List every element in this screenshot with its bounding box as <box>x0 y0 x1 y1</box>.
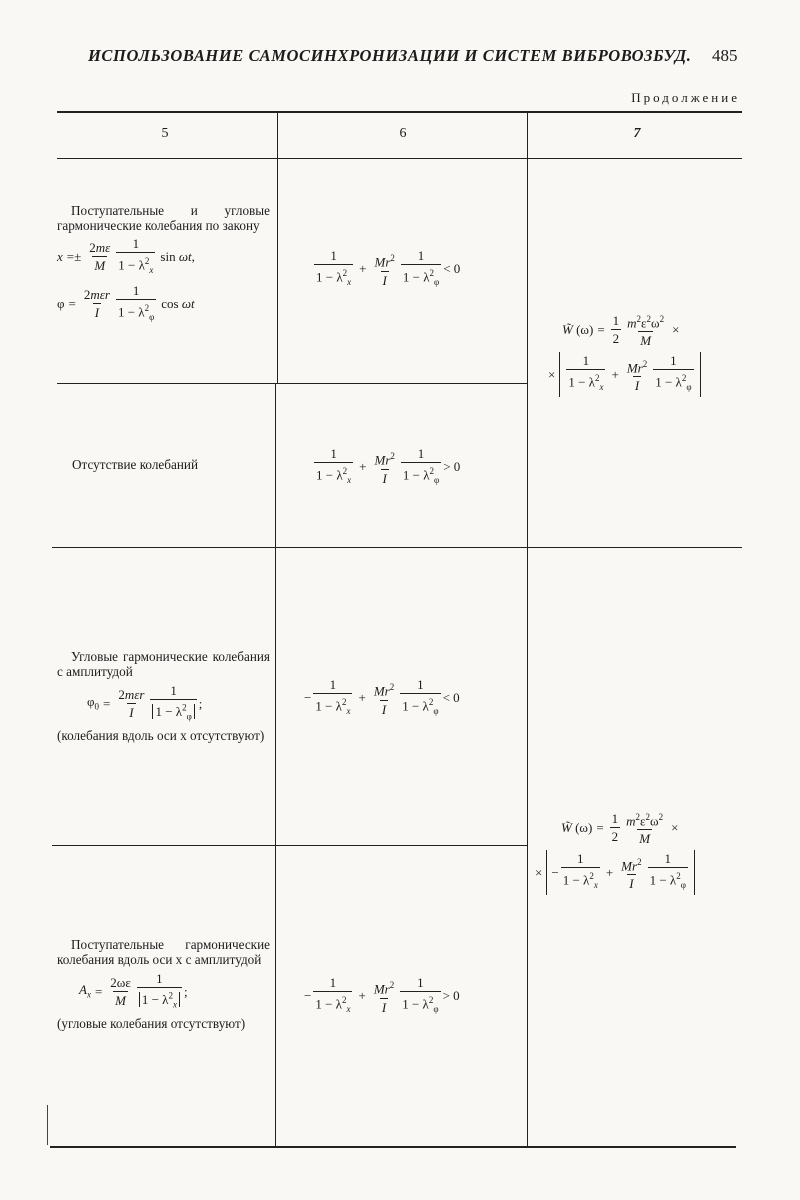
table-bottom-rule <box>50 1146 736 1148</box>
row1-x-formula: x =± $\frac{2m\varepsilon}{M}$ $\frac{1}{1 - \lambda^2_x}$ sin ωt, <box>57 237 270 278</box>
row1-condition: $\frac{1}{1 - \lambda^2_x}$ + $\frac{Mr^2}{I}$ $\frac{1}{1 - \lambda^2_\varphi}$ < 0 <box>312 248 460 290</box>
col-divider-1 <box>277 112 278 384</box>
running-header-title: ИСПОЛЬЗОВАНИЕ САМОСИНХРОНИЗАЦИИ И СИСТЕМ ВИБРОВОЗБУД. <box>88 46 692 65</box>
row4-description <box>57 938 270 1031</box>
row3-desc-text: Угловые гармонические колебания с амплитудой <box>57 649 270 679</box>
col-header-5: 5 <box>161 126 169 141</box>
row4-condition: − $\frac{1}{1 - \lambda^2_x}$ + $\frac{Mr^2}{I}$ $\frac{1}{1 - \lambda^2_\varphi}$ > 0 <box>304 976 460 1017</box>
row3-desc-note: (колебания вдоль оси x отсутствуют) <box>57 727 265 743</box>
row4-amplitude-formula: $A_x$ = $\frac{2\omega\varepsilon}{M}$ $\frac{1}{1 - \lambda^2_x}$ ; <box>79 972 270 1013</box>
row1-description <box>57 204 270 325</box>
energy-formula-lower: W̃ (ω) = $\frac{1}{2}$ $\frac{m^2\varepsilon^2\omega^2}{M}$ × × − $\frac{1}{1 - \lambda^2_x}$ + $\frac{Mr^2}{I}$ $\frac{1}{1 - \lambda^2_\varphi}$ <box>535 810 735 895</box>
row-rule-2 <box>52 547 742 548</box>
col-divider-2 <box>527 112 528 1146</box>
row2-description <box>72 458 272 473</box>
row3-amplitude-formula: $\varphi_0$ = $\frac{\text{2mεr}}{I}$ $\frac{1}{1 - \lambda^2_\varphi}$ ; <box>87 684 270 725</box>
row3-description <box>57 650 270 743</box>
row2-inequality: > 0 <box>443 459 461 475</box>
row-rule-1 <box>57 383 527 384</box>
row4-inequality: > 0 <box>442 988 460 1004</box>
row4-desc-note: (угловые колебания отсутствуют) <box>57 1015 246 1031</box>
table-top-rule <box>57 111 742 113</box>
row2-desc-text: Отсутствие колебаний <box>72 457 199 472</box>
col-divider-1b <box>275 384 276 1146</box>
row1-phi-formula: φ = $\frac{\text{2mεr}}{I}$ $\frac{1}{1 - \lambda^2_\varphi}$ cos ωt <box>57 284 270 325</box>
row3-inequality: < 0 <box>442 690 460 706</box>
row2-condition: $\frac{1}{1 - \lambda^2_x}$ + $\frac{Mr^2}{I}$ $\frac{1}{1 - \lambda^2_\varphi}$ > 0 <box>312 446 460 488</box>
row4-desc-text: Поступательные гармонические колебания вдоль оси x с амплитудой <box>57 937 270 967</box>
energy-formula-upper: W̃ (ω) = $\frac{1}{2}$ $\frac{m^2\varepsilon^2\omega^2}{M}$ × × $\frac{1}{1 - \lambda^2_x}$ + $\frac{Mr^2}{I}$ $\frac{1}{1 - \lambda^2_\varphi}$ <box>548 312 738 397</box>
margin-mark <box>47 1105 48 1145</box>
row1-desc-text: Поступательные и угловые гармонические колебания по закону <box>57 203 270 233</box>
header-bottom-rule <box>57 158 742 159</box>
row-rule-3 <box>52 845 527 846</box>
col-header-7: 7 <box>633 126 641 141</box>
col-header-6: 6 <box>399 126 407 141</box>
row1-inequality: < 0 <box>443 261 461 277</box>
continued-label: Продолжение <box>631 90 740 105</box>
row3-condition: − $\frac{1}{1 - \lambda^2_x}$ + $\frac{Mr^2}{I}$ $\frac{1}{1 - \lambda^2_\varphi}$ < 0 <box>304 678 460 719</box>
page-number: 485 <box>712 46 738 65</box>
